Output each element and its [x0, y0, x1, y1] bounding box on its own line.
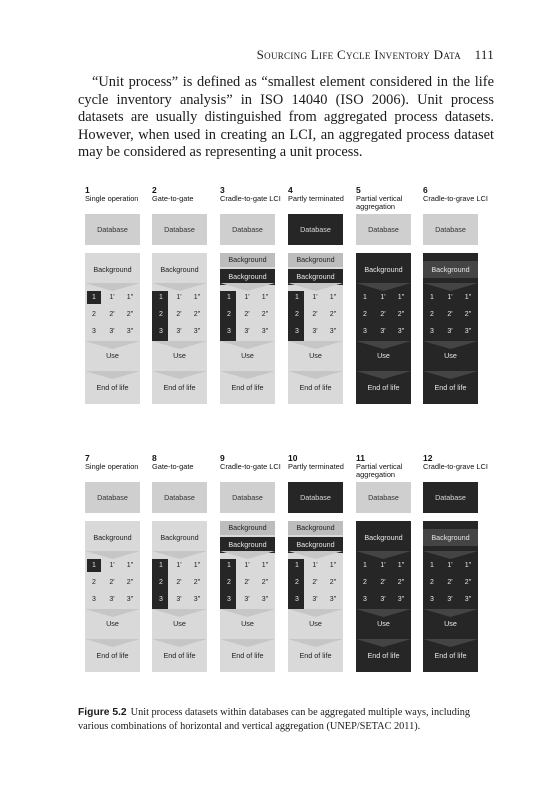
unit-process-cell: 1" — [464, 294, 472, 301]
unit-process-cell: 1' — [380, 562, 386, 569]
unit-process-cell: 1 — [290, 559, 304, 572]
unit-process-row — [288, 593, 343, 608]
database-box: Database — [356, 482, 411, 513]
unit-process-row — [288, 308, 343, 323]
unit-process-cell: 2 — [92, 579, 96, 586]
chevron-shape — [356, 341, 411, 349]
chevron-shape — [423, 371, 478, 379]
database-box: Database — [288, 214, 343, 245]
unit-process-cell: 2" — [126, 311, 134, 318]
unit-process-cell: 3 — [92, 328, 96, 335]
unit-process-cell: 1 — [154, 291, 168, 304]
unit-process-row — [152, 308, 207, 323]
panel-label — [85, 454, 153, 471]
unit-process-cell: 3 — [363, 328, 367, 335]
life-cycle-column — [288, 253, 343, 404]
background-label: Background — [160, 265, 199, 274]
panel-number: 3 — [220, 185, 225, 195]
unit-process-cell: 1 — [430, 294, 434, 301]
unit-process-cell: 3" — [126, 596, 134, 603]
unit-process-row — [220, 593, 275, 608]
unit-process-cell: 2 — [290, 308, 304, 321]
unit-process-row — [356, 576, 411, 591]
unit-process-cell: 2 — [363, 311, 367, 318]
panel-label — [220, 454, 288, 471]
unit-process-cell: 3" — [193, 328, 201, 335]
chevron-shape — [220, 551, 275, 559]
background-label: Background — [288, 521, 343, 535]
chevron-shape — [288, 551, 343, 559]
use-label: Use — [173, 351, 186, 360]
unit-process-grid — [423, 291, 478, 345]
panel-label — [152, 454, 220, 471]
life-cycle-column — [220, 521, 275, 672]
unit-process-row — [288, 559, 343, 574]
unit-process-grid — [356, 291, 411, 345]
unit-process-cell: 2' — [447, 311, 453, 318]
unit-process-cell: 2" — [193, 579, 201, 586]
unit-process-cell: 3' — [447, 596, 453, 603]
unit-process-row — [423, 325, 478, 340]
panel-label — [356, 186, 424, 212]
unit-process-grid — [85, 559, 140, 613]
unit-process-cell: 2 — [92, 311, 96, 318]
unit-process-cell: 3 — [154, 593, 168, 606]
chevron-shape — [85, 341, 140, 349]
life-cycle-column — [85, 253, 140, 404]
panel-number: 10 — [288, 453, 298, 463]
panel-title: Partial vertical aggregation — [356, 194, 403, 212]
chevron-shape — [356, 639, 411, 647]
end-of-life-label: End of life — [231, 383, 264, 392]
unit-process-cell: 1" — [329, 562, 337, 569]
unit-process-cell: 3 — [363, 596, 367, 603]
unit-process-row — [85, 308, 140, 323]
unit-process-row — [220, 325, 275, 340]
chevron-shape — [356, 371, 411, 379]
unit-process-cell: 3" — [126, 328, 134, 335]
panel-title: Cradle-to-gate LCI — [220, 194, 281, 204]
panel-title: Partial vertical aggregation — [356, 462, 403, 480]
panel-label — [220, 186, 288, 203]
panel-title: Single operation — [85, 462, 139, 472]
use-label: Use — [106, 351, 119, 360]
panel-title: Cradle-to-grave LCI — [423, 194, 488, 204]
panel-label — [423, 186, 491, 203]
life-cycle-column — [85, 521, 140, 672]
unit-process-grid — [288, 559, 343, 613]
unit-process-cell: 2 — [430, 579, 434, 586]
use-label: Use — [377, 619, 390, 628]
panel-title: Partly terminated — [288, 462, 344, 472]
unit-process-cell: 1" — [261, 562, 269, 569]
background-label: Background — [220, 253, 275, 267]
life-cycle-column — [423, 253, 478, 404]
body-paragraph: “Unit process” is defined as “smallest element considered in the life cycle inventory analysis” in ISO 14040 (ISO 2006). Unit process datasets are usually distinguished from aggregated process datasets. However, when used in creating an LCI, an aggregated process dataset may be considered as representing a unit process. — [78, 74, 494, 160]
database-box: Database — [220, 214, 275, 245]
unit-process-cell: 1' — [380, 294, 386, 301]
unit-process-cell: 3 — [290, 325, 304, 338]
chevron-shape — [85, 283, 140, 291]
unit-process-cell: 3' — [176, 596, 182, 603]
chevron-shape — [85, 371, 140, 379]
background-label: Background — [160, 533, 199, 542]
chevron-shape — [288, 639, 343, 647]
life-cycle-column — [220, 253, 275, 404]
database-box: Database — [85, 482, 140, 513]
page-number: 111 — [474, 47, 494, 62]
unit-process-cell: 1 — [87, 559, 101, 572]
unit-process-cell: 2" — [464, 579, 472, 586]
unit-process-cell: 1" — [397, 562, 405, 569]
unit-process-row — [288, 325, 343, 340]
background-label: Background — [93, 533, 132, 542]
chevron-shape — [423, 341, 478, 349]
unit-process-row — [356, 559, 411, 574]
chevron-shape — [85, 609, 140, 617]
chevron-shape — [152, 639, 207, 647]
unit-process-cell: 3' — [176, 328, 182, 335]
chevron-shape — [152, 283, 207, 291]
unit-process-row — [423, 593, 478, 608]
life-cycle-column — [423, 521, 478, 672]
chevron-shape — [423, 639, 478, 647]
unit-process-cell: 3 — [222, 325, 236, 338]
chevron-shape — [220, 341, 275, 349]
unit-process-grid — [356, 559, 411, 613]
unit-process-row — [288, 576, 343, 591]
unit-process-cell: 2" — [329, 311, 337, 318]
panel-title: Partly terminated — [288, 194, 344, 204]
chevron-shape — [356, 609, 411, 617]
background-label: Background — [364, 533, 403, 542]
chevron-shape — [152, 371, 207, 379]
unit-process-cell: 2" — [193, 311, 201, 318]
unit-process-cell: 2 — [363, 579, 367, 586]
unit-process-row — [423, 308, 478, 323]
unit-process-row — [85, 559, 140, 574]
use-label: Use — [241, 619, 254, 628]
panel-label — [356, 454, 424, 480]
unit-process-row — [423, 576, 478, 591]
end-of-life-label: End of life — [96, 651, 129, 660]
chevron-shape — [220, 639, 275, 647]
use-label: Use — [309, 619, 322, 628]
unit-process-grid — [423, 559, 478, 613]
panel-label — [423, 454, 491, 471]
unit-process-cell: 3" — [464, 328, 472, 335]
unit-process-cell: 3' — [312, 596, 318, 603]
unit-process-cell: 2 — [154, 576, 168, 589]
unit-process-cell: 3" — [261, 328, 269, 335]
unit-process-cell: 3" — [397, 328, 405, 335]
end-of-life-label: End of life — [367, 383, 400, 392]
unit-process-cell: 2" — [261, 311, 269, 318]
unit-process-cell: 2' — [244, 311, 250, 318]
unit-process-cell: 1' — [176, 562, 182, 569]
background-label: Background — [364, 265, 403, 274]
unit-process-cell: 3" — [193, 596, 201, 603]
unit-process-row — [220, 291, 275, 306]
unit-process-cell: 2 — [222, 576, 236, 589]
chevron-shape — [288, 371, 343, 379]
unit-process-cell: 2' — [380, 311, 386, 318]
life-cycle-column — [356, 521, 411, 672]
background-label: Background — [220, 521, 275, 535]
unit-process-cell: 1' — [244, 294, 250, 301]
database-box: Database — [152, 214, 207, 245]
use-label: Use — [106, 619, 119, 628]
unit-process-row — [356, 325, 411, 340]
unit-process-row — [356, 291, 411, 306]
unit-process-cell: 1" — [126, 294, 134, 301]
figure-caption — [78, 706, 498, 734]
running-header — [257, 47, 494, 63]
chevron-shape — [220, 371, 275, 379]
use-label: Use — [309, 351, 322, 360]
database-box: Database — [152, 482, 207, 513]
panel-number: 1 — [85, 185, 90, 195]
end-of-life-label: End of life — [163, 383, 196, 392]
unit-process-row — [220, 559, 275, 574]
unit-process-cell: 1 — [363, 562, 367, 569]
unit-process-cell: 2' — [312, 311, 318, 318]
unit-process-cell: 1" — [397, 294, 405, 301]
unit-process-row — [356, 308, 411, 323]
unit-process-cell: 2' — [380, 579, 386, 586]
unit-process-grid — [288, 291, 343, 345]
unit-process-cell: 1' — [447, 562, 453, 569]
unit-process-row — [152, 576, 207, 591]
chevron-shape — [152, 609, 207, 617]
unit-process-cell: 3' — [380, 596, 386, 603]
chevron-shape — [288, 283, 343, 291]
unit-process-cell: 2' — [447, 579, 453, 586]
unit-process-cell: 1" — [126, 562, 134, 569]
unit-process-row — [152, 291, 207, 306]
unit-process-cell: 1" — [329, 294, 337, 301]
life-cycle-column — [152, 521, 207, 672]
unit-process-row — [423, 291, 478, 306]
background-label: Background — [423, 529, 478, 546]
chevron-shape — [85, 639, 140, 647]
unit-process-cell: 1" — [193, 294, 201, 301]
unit-process-cell: 3" — [329, 328, 337, 335]
background-label: Background — [288, 253, 343, 267]
unit-process-cell: 1' — [109, 294, 115, 301]
unit-process-cell: 3 — [430, 596, 434, 603]
end-of-life-label: End of life — [96, 383, 129, 392]
unit-process-grid — [85, 291, 140, 345]
panel-title: Gate-to-gate — [152, 462, 194, 472]
end-of-life-label: End of life — [434, 383, 467, 392]
unit-process-row — [288, 291, 343, 306]
unit-process-row — [220, 576, 275, 591]
unit-process-cell: 1" — [193, 562, 201, 569]
end-of-life-label: End of life — [367, 651, 400, 660]
unit-process-cell: 2" — [261, 579, 269, 586]
life-cycle-column — [288, 521, 343, 672]
unit-process-grid — [220, 559, 275, 613]
background-label: Background — [220, 537, 275, 553]
unit-process-cell: 3' — [312, 328, 318, 335]
end-of-life-label: End of life — [299, 651, 332, 660]
unit-process-cell: 3 — [154, 325, 168, 338]
unit-process-cell: 3' — [109, 328, 115, 335]
chevron-shape — [423, 609, 478, 617]
panel-title: Cradle-to-gate LCI — [220, 462, 281, 472]
unit-process-cell: 2' — [312, 579, 318, 586]
chevron-shape — [288, 341, 343, 349]
unit-process-cell: 3' — [447, 328, 453, 335]
unit-process-row — [152, 593, 207, 608]
unit-process-cell: 3' — [380, 328, 386, 335]
unit-process-row — [85, 291, 140, 306]
unit-process-row — [356, 593, 411, 608]
database-box: Database — [85, 214, 140, 245]
figure-caption-text: Unit process datasets within databases can be aggregated multiple ways, including various combinations of horizontal and vertical aggregation (UNEP/SETAC 2011). — [78, 707, 471, 732]
database-box: Database — [288, 482, 343, 513]
database-box: Database — [220, 482, 275, 513]
panel-label — [288, 454, 356, 471]
unit-process-grid — [152, 559, 207, 613]
unit-process-cell: 2' — [244, 579, 250, 586]
unit-process-cell: 1' — [244, 562, 250, 569]
unit-process-cell: 2" — [464, 311, 472, 318]
unit-process-grid — [220, 291, 275, 345]
use-label: Use — [444, 351, 457, 360]
background-label: Background — [220, 269, 275, 285]
chevron-shape — [356, 551, 411, 559]
unit-process-cell: 1' — [312, 294, 318, 301]
life-cycle-column — [356, 253, 411, 404]
panel-label — [288, 186, 356, 203]
panel-number: 8 — [152, 453, 157, 463]
panel-title: Single operation — [85, 194, 139, 204]
unit-process-cell: 2 — [290, 576, 304, 589]
unit-process-cell: 2" — [126, 579, 134, 586]
panel-number: 4 — [288, 185, 293, 195]
unit-process-cell: 2 — [430, 311, 434, 318]
unit-process-cell: 2' — [109, 579, 115, 586]
unit-process-cell: 1' — [447, 294, 453, 301]
unit-process-cell: 1 — [222, 291, 236, 304]
unit-process-grid — [152, 291, 207, 345]
unit-process-cell: 3' — [109, 596, 115, 603]
chevron-shape — [288, 609, 343, 617]
database-box: Database — [423, 214, 478, 245]
chevron-shape — [220, 609, 275, 617]
unit-process-cell: 2 — [154, 308, 168, 321]
unit-process-row — [85, 593, 140, 608]
unit-process-cell: 3 — [92, 596, 96, 603]
unit-process-row — [423, 559, 478, 574]
unit-process-cell: 3 — [222, 593, 236, 606]
unit-process-cell: 3' — [244, 596, 250, 603]
chevron-shape — [423, 283, 478, 291]
unit-process-cell: 1' — [312, 562, 318, 569]
background-label: Background — [288, 537, 343, 553]
unit-process-cell: 2" — [397, 311, 405, 318]
unit-process-cell: 3" — [464, 596, 472, 603]
unit-process-cell: 3" — [397, 596, 405, 603]
database-box: Database — [356, 214, 411, 245]
unit-process-row — [152, 559, 207, 574]
chevron-shape — [152, 341, 207, 349]
panel-number: 7 — [85, 453, 90, 463]
unit-process-cell: 1 — [154, 559, 168, 572]
unit-process-cell: 2' — [176, 311, 182, 318]
end-of-life-label: End of life — [299, 383, 332, 392]
panel-label — [85, 186, 153, 203]
unit-process-cell: 1" — [464, 562, 472, 569]
background-label: Background — [288, 269, 343, 285]
unit-process-cell: 1 — [430, 562, 434, 569]
end-of-life-label: End of life — [163, 651, 196, 660]
panel-number: 5 — [356, 185, 361, 195]
use-label: Use — [241, 351, 254, 360]
life-cycle-column — [152, 253, 207, 404]
unit-process-row — [220, 308, 275, 323]
use-label: Use — [173, 619, 186, 628]
chevron-shape — [356, 283, 411, 291]
unit-process-cell: 3' — [244, 328, 250, 335]
unit-process-cell: 1" — [261, 294, 269, 301]
unit-process-cell: 1 — [222, 559, 236, 572]
unit-process-cell: 3" — [261, 596, 269, 603]
panel-number: 2 — [152, 185, 157, 195]
unit-process-cell: 2" — [329, 579, 337, 586]
unit-process-row — [85, 576, 140, 591]
chevron-shape — [85, 551, 140, 559]
panel-number: 12 — [423, 453, 433, 463]
background-label: Background — [93, 265, 132, 274]
unit-process-cell: 1 — [290, 291, 304, 304]
chevron-shape — [423, 551, 478, 559]
unit-process-cell: 2' — [109, 311, 115, 318]
panel-label — [152, 186, 220, 203]
panel-title: Cradle-to-grave LCI — [423, 462, 488, 472]
unit-process-cell: 1 — [363, 294, 367, 301]
unit-process-cell: 2' — [176, 579, 182, 586]
use-label: Use — [444, 619, 457, 628]
unit-process-cell: 3 — [290, 593, 304, 606]
panel-number: 6 — [423, 185, 428, 195]
unit-process-cell: 1 — [87, 291, 101, 304]
panel-title: Gate-to-gate — [152, 194, 194, 204]
end-of-life-label: End of life — [231, 651, 264, 660]
unit-process-cell: 3" — [329, 596, 337, 603]
chevron-shape — [220, 283, 275, 291]
unit-process-cell: 2 — [222, 308, 236, 321]
unit-process-cell: 2" — [397, 579, 405, 586]
panel-number: 9 — [220, 453, 225, 463]
unit-process-row — [85, 325, 140, 340]
unit-process-cell: 1' — [109, 562, 115, 569]
use-label: Use — [377, 351, 390, 360]
unit-process-row — [152, 325, 207, 340]
running-title: Sourcing Life Cycle Inventory Data — [256, 47, 461, 62]
database-box: Database — [423, 482, 478, 513]
chevron-shape — [152, 551, 207, 559]
unit-process-cell: 1' — [176, 294, 182, 301]
background-label: Background — [423, 261, 478, 278]
panel-number: 11 — [356, 453, 365, 463]
unit-process-cell: 3 — [430, 328, 434, 335]
end-of-life-label: End of life — [434, 651, 467, 660]
figure-label: Figure 5.2 — [78, 707, 127, 718]
